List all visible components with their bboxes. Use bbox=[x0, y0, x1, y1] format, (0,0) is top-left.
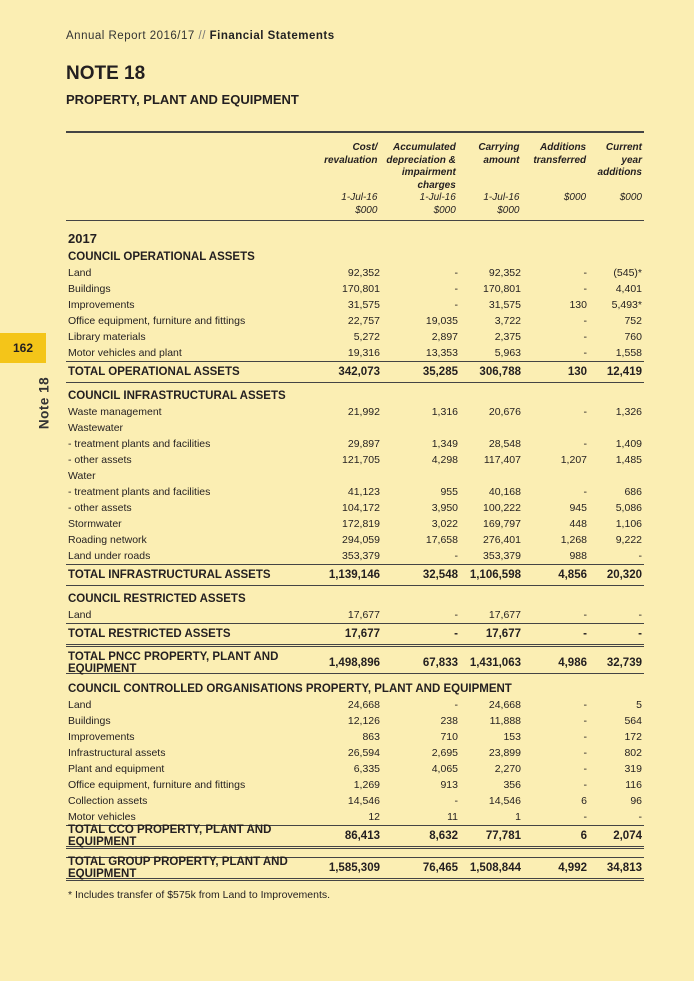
value-cell: 86,413 bbox=[344, 830, 380, 842]
value-cell: 130 bbox=[567, 366, 587, 378]
value-cell: 6,335 bbox=[353, 763, 380, 775]
value-cell: 19,316 bbox=[347, 347, 380, 359]
value-cell: - bbox=[583, 609, 587, 621]
value-cell: 4,065 bbox=[431, 763, 458, 775]
table-row bbox=[66, 265, 644, 281]
value-cell: 1,316 bbox=[431, 406, 458, 418]
value-cell: 5,963 bbox=[494, 347, 521, 359]
value-cell: (545)* bbox=[613, 267, 642, 279]
column-header: Current year additions $000 bbox=[597, 142, 642, 203]
value-cell: 1,485 bbox=[615, 454, 642, 466]
value-cell: 276,401 bbox=[483, 534, 521, 546]
section-heading: COUNCIL OPERATIONAL ASSETS bbox=[68, 250, 255, 263]
value-cell: - bbox=[583, 779, 587, 791]
column-header: Accumulated depreciation & impairment charges 1-Jul-16 $000 bbox=[386, 142, 456, 216]
row-label: Infrastructural assets bbox=[68, 747, 166, 759]
value-cell: 14,546 bbox=[347, 795, 380, 807]
table-row bbox=[66, 729, 644, 745]
row-label: Wastewater bbox=[68, 422, 124, 434]
value-cell: - bbox=[454, 795, 458, 807]
table-row bbox=[66, 404, 644, 420]
total-row bbox=[66, 825, 644, 849]
restricted-rows bbox=[66, 607, 644, 623]
value-cell: 1,106,598 bbox=[469, 569, 521, 581]
report-header bbox=[66, 30, 335, 42]
value-cell: - bbox=[454, 550, 458, 562]
value-cell: 5,272 bbox=[353, 331, 380, 343]
total-row bbox=[66, 564, 644, 586]
table-row bbox=[66, 345, 644, 361]
value-cell: 1,585,309 bbox=[328, 862, 380, 874]
row-label: Land bbox=[68, 699, 92, 711]
table-row bbox=[66, 516, 644, 532]
column-header: Carrying amount 1-Jul-16 $000 bbox=[478, 142, 520, 216]
row-label: - treatment plants and facilities bbox=[68, 486, 211, 498]
value-cell: - bbox=[454, 299, 458, 311]
value-cell: - bbox=[583, 731, 587, 743]
table-row bbox=[66, 500, 644, 516]
row-label: TOTAL PNCC PROPERTY, PLANT AND EQUIPMENT bbox=[68, 651, 279, 675]
value-cell: 24,668 bbox=[347, 699, 380, 711]
ppe-table bbox=[66, 131, 644, 901]
value-cell: 31,575 bbox=[347, 299, 380, 311]
value-cell: 5 bbox=[636, 699, 642, 711]
row-label: - other assets bbox=[68, 502, 132, 514]
value-cell: 4,992 bbox=[558, 862, 587, 874]
table-row bbox=[66, 313, 644, 329]
value-cell: 92,352 bbox=[347, 267, 380, 279]
value-cell: 172 bbox=[624, 731, 642, 743]
value-cell: 1,349 bbox=[431, 438, 458, 450]
row-label: TOTAL OPERATIONAL ASSETS bbox=[68, 366, 240, 378]
table-row bbox=[66, 532, 644, 548]
row-label: Waste management bbox=[68, 406, 162, 418]
column-header: Additions transferred $000 bbox=[533, 142, 587, 203]
row-label: TOTAL RESTRICTED ASSETS bbox=[68, 628, 231, 640]
total-row bbox=[66, 361, 644, 383]
pncc-total-row bbox=[66, 653, 644, 674]
value-cell: 1,207 bbox=[560, 454, 587, 466]
value-cell: 13,353 bbox=[425, 347, 458, 359]
value-cell: 4,401 bbox=[615, 283, 642, 295]
value-cell: 76,465 bbox=[422, 862, 458, 874]
table-header bbox=[66, 133, 644, 221]
table-row bbox=[66, 548, 644, 564]
value-cell: 121,705 bbox=[342, 454, 380, 466]
value-cell: 1,431,063 bbox=[469, 657, 521, 669]
value-cell: 1,558 bbox=[615, 347, 642, 359]
value-cell: 92,352 bbox=[488, 267, 521, 279]
row-label: Improvements bbox=[68, 299, 135, 311]
value-cell: 955 bbox=[440, 486, 458, 498]
value-cell: 802 bbox=[624, 747, 642, 759]
value-cell: 2,270 bbox=[494, 763, 521, 775]
footnote: * Includes transfer of $575k from Land to Improvements. bbox=[68, 889, 331, 901]
row-label: Roading network bbox=[68, 534, 147, 546]
value-cell: 2,074 bbox=[613, 830, 642, 842]
value-cell: 14,546 bbox=[488, 795, 521, 807]
row-label: Buildings bbox=[68, 283, 111, 295]
value-cell: 945 bbox=[569, 502, 587, 514]
page-number-tab: 162 bbox=[0, 333, 46, 363]
value-cell: - bbox=[583, 315, 587, 327]
value-cell: - bbox=[583, 811, 587, 823]
row-label: Motor vehicles bbox=[68, 811, 136, 823]
value-cell: - bbox=[638, 550, 642, 562]
value-cell: 448 bbox=[569, 518, 587, 530]
value-cell: 67,833 bbox=[422, 657, 458, 669]
value-cell: 169,797 bbox=[483, 518, 521, 530]
value-cell: 17,677 bbox=[344, 628, 380, 640]
table-row bbox=[66, 745, 644, 761]
value-cell: - bbox=[583, 715, 587, 727]
value-cell: 40,168 bbox=[488, 486, 521, 498]
page-title: NOTE 18 bbox=[66, 63, 146, 84]
row-label: Improvements bbox=[68, 731, 135, 743]
row-label: Library materials bbox=[68, 331, 146, 343]
value-cell: - bbox=[583, 763, 587, 775]
value-cell: 342,073 bbox=[338, 366, 380, 378]
value-cell: - bbox=[454, 283, 458, 295]
table-row bbox=[66, 436, 644, 452]
value-cell: 5,493* bbox=[611, 299, 642, 311]
table-row bbox=[66, 697, 644, 713]
table-row bbox=[66, 420, 644, 436]
value-cell: 21,992 bbox=[347, 406, 380, 418]
header-separator: // bbox=[198, 30, 206, 42]
value-cell: 117,407 bbox=[483, 454, 521, 466]
table-row bbox=[66, 793, 644, 809]
value-cell: - bbox=[454, 609, 458, 621]
section-name: Financial Statements bbox=[209, 30, 335, 42]
row-label: Plant and equipment bbox=[68, 763, 165, 775]
table-row bbox=[66, 297, 644, 313]
operational-rows bbox=[66, 265, 644, 361]
value-cell: 306,788 bbox=[479, 366, 521, 378]
value-cell: - bbox=[638, 609, 642, 621]
infrastructural-rows bbox=[66, 404, 644, 564]
header-label-column bbox=[66, 142, 321, 217]
row-label: Office equipment, furniture and fittings bbox=[68, 779, 246, 791]
value-cell: 170,801 bbox=[483, 283, 521, 295]
row-label: Office equipment, furniture and fittings bbox=[68, 315, 246, 327]
value-cell: 1,139,146 bbox=[328, 569, 380, 581]
table-row bbox=[66, 281, 644, 297]
value-cell: - bbox=[583, 699, 587, 711]
cco-rows bbox=[66, 697, 644, 825]
row-label: TOTAL CCO PROPERTY, PLANT AND EQUIPMENT bbox=[68, 824, 272, 848]
table-row bbox=[66, 777, 644, 793]
value-cell: - bbox=[454, 267, 458, 279]
value-cell: 32,548 bbox=[422, 569, 458, 581]
report-name: Annual Report 2016/17 bbox=[66, 30, 195, 42]
value-cell: - bbox=[583, 267, 587, 279]
value-cell: 760 bbox=[624, 331, 642, 343]
value-cell: - bbox=[583, 486, 587, 498]
value-cell: 1,106 bbox=[615, 518, 642, 530]
value-cell: 41,123 bbox=[347, 486, 380, 498]
value-cell: 2,375 bbox=[494, 331, 521, 343]
table-row bbox=[66, 761, 644, 777]
value-cell: - bbox=[583, 438, 587, 450]
value-cell: 9,222 bbox=[615, 534, 642, 546]
value-cell: 1,508,844 bbox=[469, 862, 521, 874]
value-cell: 863 bbox=[362, 731, 380, 743]
value-cell: 3,722 bbox=[494, 315, 521, 327]
row-label: Stormwater bbox=[68, 518, 122, 530]
value-cell: 17,658 bbox=[425, 534, 458, 546]
row-label: - other assets bbox=[68, 454, 132, 466]
value-cell: 564 bbox=[624, 715, 642, 727]
value-cell: 752 bbox=[624, 315, 642, 327]
value-cell: - bbox=[583, 331, 587, 343]
value-cell: 96 bbox=[630, 795, 642, 807]
value-cell: 172,819 bbox=[342, 518, 380, 530]
value-cell: 1 bbox=[515, 811, 521, 823]
value-cell: 17,677 bbox=[485, 628, 521, 640]
column-header: Cost/ revaluation 1-Jul-16 $000 bbox=[324, 142, 378, 216]
value-cell: - bbox=[454, 699, 458, 711]
row-label: Water bbox=[68, 470, 96, 482]
value-cell: 1,326 bbox=[615, 406, 642, 418]
value-cell: - bbox=[583, 347, 587, 359]
value-cell: 22,757 bbox=[347, 315, 380, 327]
value-cell: 319 bbox=[624, 763, 642, 775]
value-cell: 988 bbox=[569, 550, 587, 562]
table-row bbox=[66, 468, 644, 484]
value-cell: 294,059 bbox=[342, 534, 380, 546]
value-cell: 1,498,896 bbox=[328, 657, 380, 669]
table-row bbox=[66, 607, 644, 623]
value-cell: 100,222 bbox=[483, 502, 521, 514]
value-cell: 2,695 bbox=[431, 747, 458, 759]
row-label: Motor vehicles and plant bbox=[68, 347, 182, 359]
value-cell: 29,897 bbox=[347, 438, 380, 450]
value-cell: 356 bbox=[503, 779, 521, 791]
group-total-row bbox=[66, 857, 644, 881]
value-cell: 238 bbox=[440, 715, 458, 727]
value-cell: 130 bbox=[569, 299, 587, 311]
value-cell: 4,986 bbox=[558, 657, 587, 669]
row-label: Buildings bbox=[68, 715, 111, 727]
row-label: Land bbox=[68, 267, 92, 279]
page-subtitle: PROPERTY, PLANT AND EQUIPMENT bbox=[66, 92, 299, 107]
value-cell: 28,548 bbox=[488, 438, 521, 450]
value-cell: 77,781 bbox=[485, 830, 521, 842]
value-cell: 20,320 bbox=[606, 569, 642, 581]
value-cell: 153 bbox=[503, 731, 521, 743]
value-cell: 3,022 bbox=[431, 518, 458, 530]
value-cell: 353,379 bbox=[342, 550, 380, 562]
value-cell: 34,813 bbox=[606, 862, 642, 874]
value-cell: 1,268 bbox=[560, 534, 587, 546]
value-cell: 1,269 bbox=[353, 779, 380, 791]
value-cell: 19,035 bbox=[425, 315, 458, 327]
value-cell: 4,298 bbox=[431, 454, 458, 466]
row-label: Land bbox=[68, 609, 92, 621]
value-cell: - bbox=[638, 628, 642, 640]
value-cell: 26,594 bbox=[347, 747, 380, 759]
table-row bbox=[66, 713, 644, 729]
row-label: - treatment plants and facilities bbox=[68, 438, 211, 450]
value-cell: 913 bbox=[440, 779, 458, 791]
value-cell: - bbox=[454, 628, 458, 640]
value-cell: 12 bbox=[368, 811, 380, 823]
section-heading: COUNCIL RESTRICTED ASSETS bbox=[68, 592, 246, 605]
section-heading: COUNCIL INFRASTRUCTURAL ASSETS bbox=[68, 389, 286, 402]
value-cell: 170,801 bbox=[342, 283, 380, 295]
value-cell: 17,677 bbox=[488, 609, 521, 621]
value-cell: 353,379 bbox=[483, 550, 521, 562]
table-row bbox=[66, 452, 644, 468]
total-row bbox=[66, 623, 644, 647]
value-cell: 32,739 bbox=[606, 657, 642, 669]
value-cell: 11,888 bbox=[489, 715, 521, 727]
year-label: 2017 bbox=[68, 231, 97, 246]
row-label: Collection assets bbox=[68, 795, 148, 807]
value-cell: 20,676 bbox=[488, 406, 521, 418]
value-cell: 35,285 bbox=[422, 366, 458, 378]
value-cell: - bbox=[583, 406, 587, 418]
value-cell: 5,086 bbox=[615, 502, 642, 514]
value-cell: 710 bbox=[440, 731, 458, 743]
row-label: Land under roads bbox=[68, 550, 151, 562]
table-row bbox=[66, 484, 644, 500]
value-cell: 23,899 bbox=[488, 747, 521, 759]
value-cell: - bbox=[583, 747, 587, 759]
value-cell: 116 bbox=[625, 779, 642, 791]
value-cell: 31,575 bbox=[488, 299, 521, 311]
value-cell: 4,856 bbox=[558, 569, 587, 581]
section-heading: COUNCIL CONTROLLED ORGANISATIONS PROPERTY, PLANT AND EQUIPMENT bbox=[68, 682, 512, 695]
value-cell: 3,950 bbox=[431, 502, 458, 514]
value-cell: 6 bbox=[581, 795, 587, 807]
value-cell: - bbox=[583, 628, 587, 640]
value-cell: - bbox=[638, 811, 642, 823]
table-row bbox=[66, 809, 644, 825]
value-cell: 12,126 bbox=[347, 715, 380, 727]
value-cell: 8,632 bbox=[429, 830, 458, 842]
value-cell: 12,419 bbox=[606, 366, 642, 378]
value-cell: 6 bbox=[580, 830, 587, 842]
side-note-label: Note 18 bbox=[36, 376, 52, 430]
table-row bbox=[66, 329, 644, 345]
value-cell: 686 bbox=[624, 486, 642, 498]
value-cell: 104,172 bbox=[342, 502, 380, 514]
row-label: TOTAL INFRASTRUCTURAL ASSETS bbox=[68, 569, 271, 581]
value-cell: 11 bbox=[447, 811, 458, 823]
value-cell: 2,897 bbox=[431, 331, 458, 343]
value-cell: 1,409 bbox=[615, 438, 642, 450]
row-label: TOTAL GROUP PROPERTY, PLANT AND EQUIPMENT bbox=[68, 856, 288, 880]
value-cell: - bbox=[583, 283, 587, 295]
value-cell: 17,677 bbox=[347, 609, 380, 621]
value-cell: 24,668 bbox=[488, 699, 521, 711]
